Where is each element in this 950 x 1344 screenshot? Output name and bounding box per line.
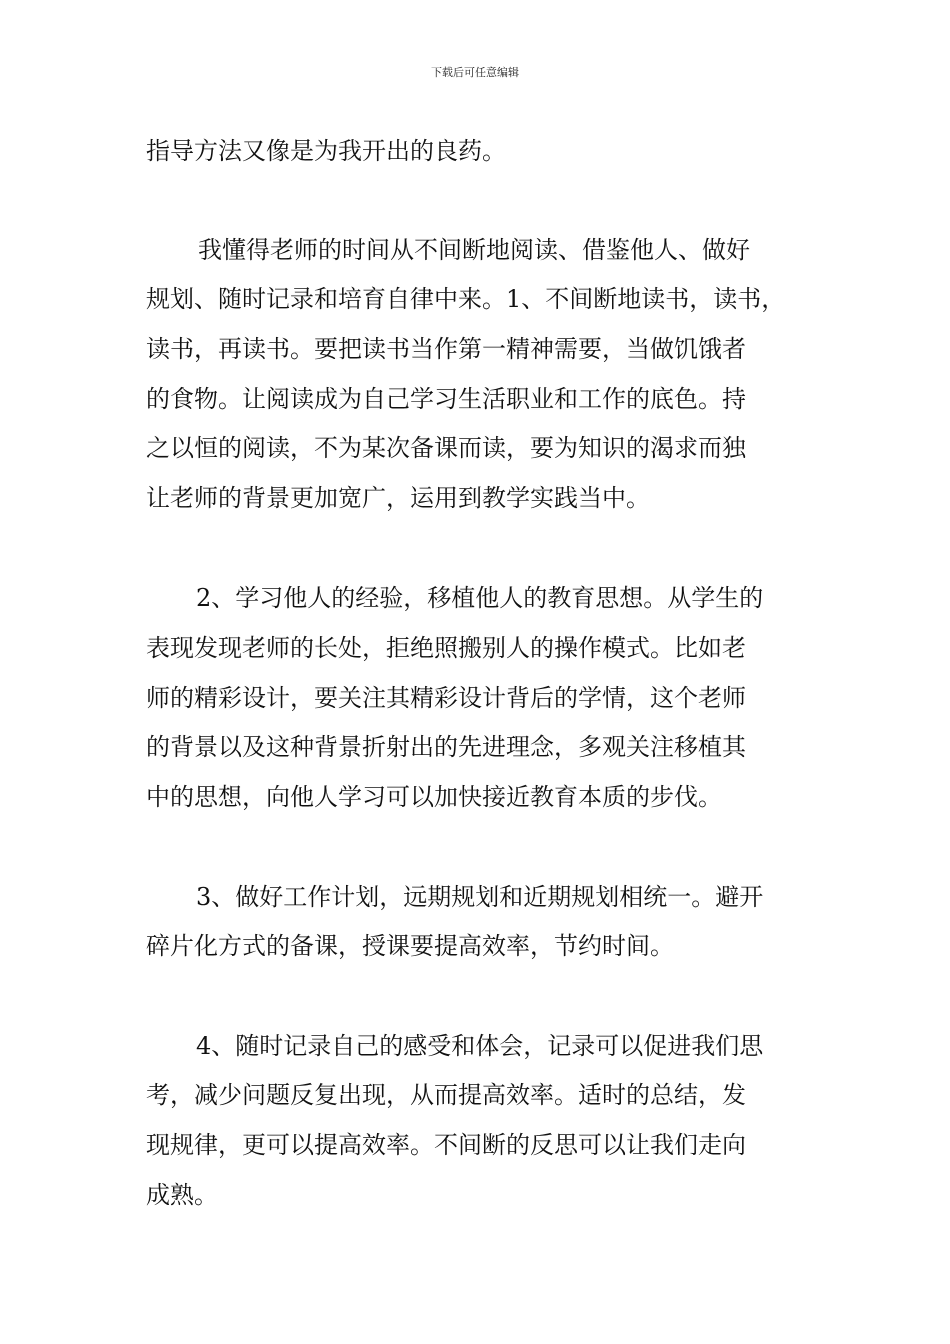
text-line: 现规律，更可以提高效率。不间断的反思可以让我们走向 xyxy=(146,1131,746,1159)
text-line: 之以恒的阅读，不为某次备课而读，要为知识的渴求而独 xyxy=(146,434,746,462)
text-line: 师的精彩设计，要关注其精彩设计背后的学情，这个老师 xyxy=(146,684,746,712)
text-line: 考，减少问题反复出现，从而提高效率。适时的总结，发 xyxy=(146,1081,746,1109)
text-line: 中的思想，向他人学习可以加快接近教育本质的步伐。 xyxy=(146,783,722,811)
text-line: 成熟。 xyxy=(146,1181,218,1209)
text-line: 的食物。让阅读成为自己学习生活职业和工作的底色。持 xyxy=(146,385,746,413)
text-line: 读书，再读书。要把读书当作第一精神需要，当做饥饿者 xyxy=(146,335,746,363)
paragraph-first-line: 2、学习他人的经验，移植他人的教育思想。从学生的 xyxy=(196,584,764,612)
text-line: 指导方法又像是为我开出的良药。 xyxy=(146,137,506,165)
text-line: 碎片化方式的备课，授课要提高效率，节约时间。 xyxy=(146,932,674,960)
text-line: 规划、随时记录和培育自律中来。1、不间断地读书，读书， xyxy=(146,285,786,313)
text-line: 表现发现老师的长处，拒绝照搬别人的操作模式。比如老 xyxy=(146,634,746,662)
paragraph-first-line: 4、随时记录自己的感受和体会，记录可以促进我们思 xyxy=(196,1032,764,1060)
paragraph-first-line: 3、做好工作计划，远期规划和近期规划相统一。避开 xyxy=(196,883,764,911)
text-line: 让老师的背景更加宽广，运用到教学实践当中。 xyxy=(146,484,650,512)
text-line: 的背景以及这种背景折射出的先进理念，多观关注移植其 xyxy=(146,733,746,761)
paragraph-first-line: 我懂得老师的时间从不间断地阅读、借鉴他人、做好 xyxy=(198,236,750,264)
page-header: 下载后可任意编辑 xyxy=(431,66,519,79)
